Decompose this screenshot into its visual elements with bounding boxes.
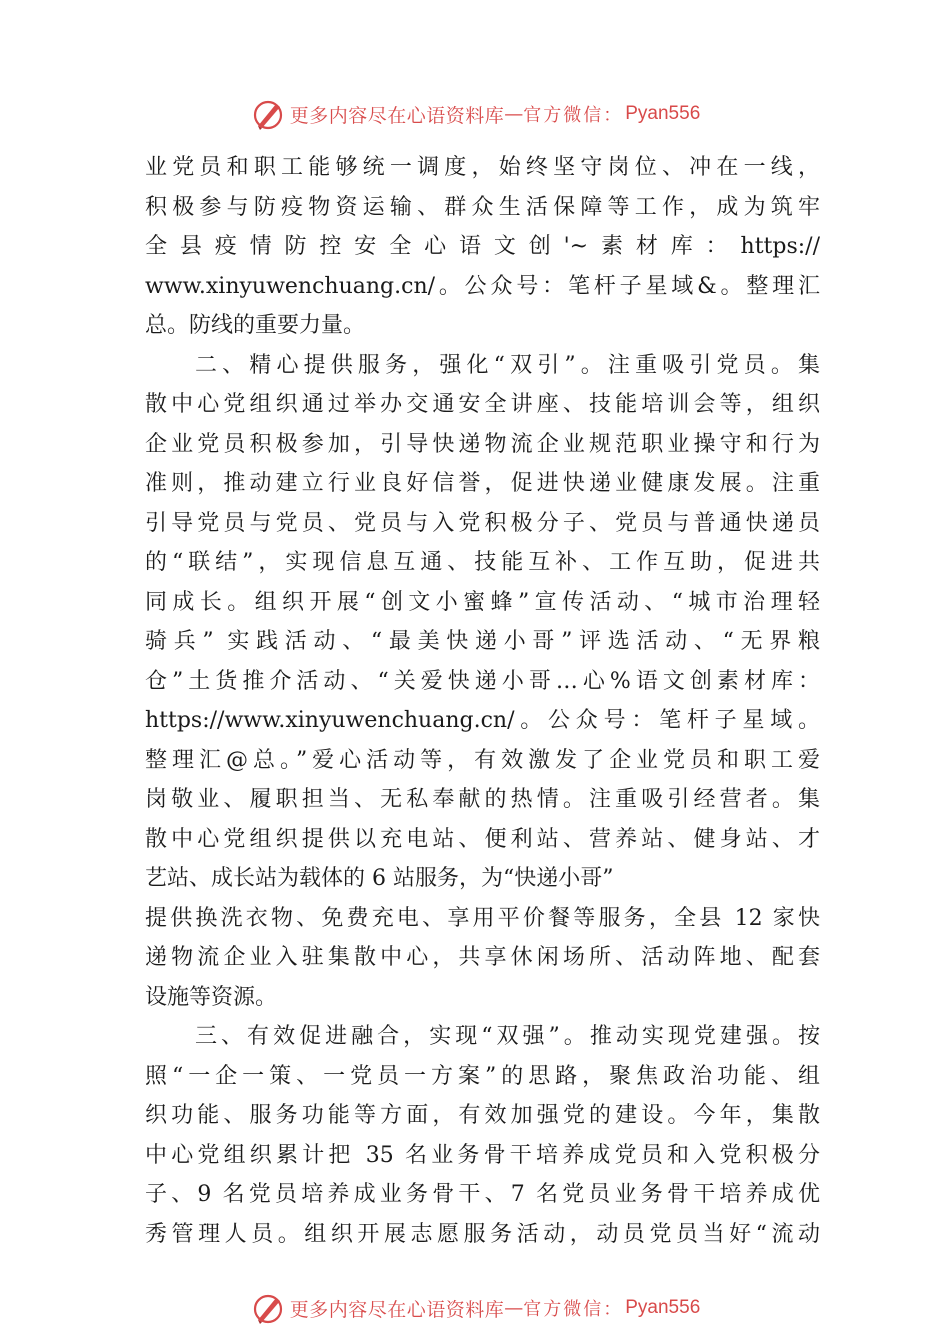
banner-wechat-id: Pyan556	[625, 103, 701, 124]
text-line: 岗敬业、履职担当、无私奉献的热情。注重吸引经营者。集	[145, 787, 820, 812]
banner-right-text: 官方微信：	[523, 1299, 624, 1320]
text-line: 业党员和职工能够统一调度，始终坚守岗位、冲在一线，	[145, 155, 820, 180]
banner-right-text: 官方微信：	[523, 105, 624, 126]
text-line: 总。防线的重要力量。	[145, 313, 366, 338]
text-line: 散中心党组织通过举办交通安全讲座、技能培训会等，组织	[145, 392, 820, 417]
banner-separator: —	[504, 1297, 524, 1319]
text-line: 仓”土货推介活动、“关爱快递小哥…心%语文创素材库：	[145, 668, 820, 694]
text-line: 骑兵” 实践活动、“最美快递小哥”评选活动、“无界粮	[145, 629, 820, 654]
text-line: 中心党组织累计把 35 名业务骨干培养成党员和入党积极分	[145, 1142, 820, 1168]
text-line: 子、9 名党员培养成业务骨干、7 名党员业务骨干培养成优	[145, 1182, 820, 1207]
text-line: 积极参与防疫物资运输、群众生活保障等工作，成为筑牢	[145, 194, 820, 220]
pen-logo-icon	[250, 1290, 286, 1326]
text-line: 艺站、成长站为载体的 6 站服务，为“快递小哥”	[145, 866, 614, 891]
text-line: 秀管理人员。组织开展志愿服务活动，动员党员当好“流动	[145, 1221, 820, 1247]
text-line: 同成长。组织开展“创文小蜜蜂”宣传活动、“城市治理轻	[145, 589, 820, 615]
banner-left-text: 更多内容尽在心语资料库	[289, 104, 505, 127]
text-line: 的“联结”，实现信息互通、技能互补、工作互助，促进共	[145, 550, 820, 575]
text-line: 准则，推动建立行业良好信誉，促进快递业健康发展。注重	[145, 471, 820, 496]
banner-separator: —	[504, 103, 524, 125]
text-line: 二、精心提供服务，强化“双引”。注重吸引党员。集	[195, 352, 820, 378]
text-line: www.xinyuwenchuang.cn/。公众号：笔杆子星域&。整理汇	[145, 273, 820, 299]
pen-logo-icon	[250, 96, 286, 132]
text-line: 照“一企一策、一党员一方案”的思路，聚焦政治功能、组	[145, 1063, 820, 1089]
text-line: 三、有效促进融合，实现“双强”。推动实现党建强。按	[195, 1024, 820, 1049]
text-line: 引导党员与党员、党员与入党积极分子、党员与普通快递员	[145, 510, 820, 536]
text-line: 递物流企业入驻集散中心，共享休闲场所、活动阵地、配套	[145, 945, 820, 970]
banner-left-text: 更多内容尽在心语资料库	[289, 1298, 505, 1321]
footer-banner	[0, 1288, 950, 1328]
text-line: 提供换洗衣物、免费充电、享用平价餐等服务，全县 12 家快	[145, 905, 820, 931]
text-line: 企业党员积极参加，引导快递物流企业规范职业操守和行为	[145, 431, 820, 457]
text-line: 散中心党组织提供以充电站、便利站、营养站、健身站、才	[145, 826, 820, 852]
text-line: https://www.xinyuwenchuang.cn/。公众号：笔杆子星域。	[145, 708, 820, 733]
text-line: 全县疫情防控安全心语文创'~素材库：https://	[145, 234, 820, 259]
document-body	[145, 148, 820, 1254]
header-banner	[0, 94, 950, 134]
text-line: 织功能、服务功能等方面，有效加强党的建设。今年，集散	[145, 1103, 820, 1128]
banner-wechat-id: Pyan556	[625, 1297, 701, 1318]
text-line: 设施等资源。	[145, 984, 278, 1010]
text-line: 整理汇@总。”爱心活动等，有效激发了企业党员和职工爱	[145, 747, 820, 773]
